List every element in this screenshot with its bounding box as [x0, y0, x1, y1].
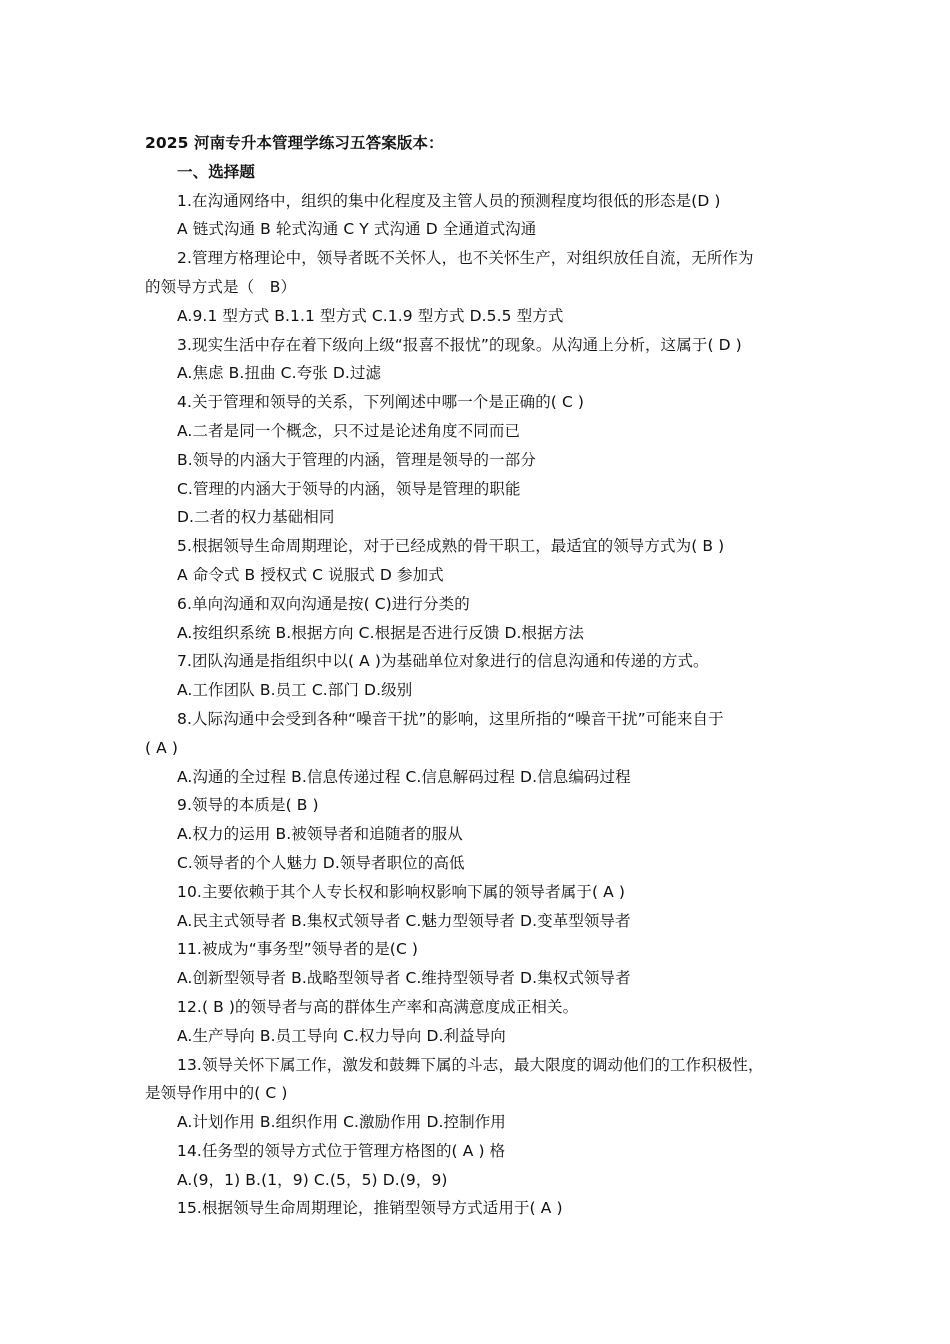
- text-line: 5.根据领导生命周期理论，对于已经成熟的骨干职工，最适宜的领导方式为( B ): [177, 537, 725, 556]
- text-line: 1.在沟通网络中，组织的集中化程度及主管人员的预测程度均很低的形态是(D ): [177, 191, 721, 210]
- text-line: A.(9，1) B.(1，9) C.(5，5) D.(9，9): [177, 1170, 448, 1189]
- text-line: 是领导作用中的( C ): [145, 1084, 288, 1103]
- text-line: A.焦虑 B.扭曲 C.夸张 D.过滤: [177, 364, 382, 383]
- text-line: C.领导者的个人魅力 D.领导者职位的高低: [177, 853, 465, 872]
- text-line: A.工作团队 B.员工 C.部门 D.级别: [177, 681, 413, 700]
- text-line: 11.被成为“事务型”领导者的是(C ): [177, 940, 419, 959]
- text-line: 4.关于管理和领导的关系，下列阐述中哪一个是正确的( C ): [177, 393, 585, 412]
- text-line: A.按组织系统 B.根据方向 C.根据是否进行反馈 D.根据方法: [177, 623, 584, 642]
- text-line: 8.人际沟通中会受到各种“噪音干扰”的影响，这里所指的“噪音干扰”可能来自于: [177, 709, 724, 728]
- text-line: 13.领导关怀下属工作，激发和鼓舞下属的斗志，最大限度的调动他们的工作积极性，: [177, 1055, 764, 1074]
- text-line: A.9.1 型方式 B.1.1 型方式 C.1.9 型方式 D.5.5 型方式: [177, 306, 564, 325]
- text-line: 12.( B )的领导者与高的群体生产率和高满意度成正相关。: [177, 997, 579, 1016]
- text-line: 6.单向沟通和双向沟通是按( C)进行分类的: [177, 594, 470, 613]
- text-line: A.民主式领导者 B.集权式领导者 C.魅力型领导者 D.变革型领导者: [177, 911, 631, 930]
- question-list: [145, 187, 805, 1224]
- text-line: 10.主要依赖于其个人专长权和影响权影响下属的领导者属于( A ): [177, 882, 626, 901]
- document-content: [145, 129, 805, 1223]
- text-line: A.生产导向 B.员工导向 C.权力导向 D.利益导向: [177, 1026, 506, 1045]
- text-line: 14.任务型的领导方式位于管理方格图的( A ) 格: [177, 1141, 506, 1160]
- text-line: 3.现实生活中存在着下级向上级“报喜不报忧”的现象。从沟通上分析，这属于( D ): [177, 335, 742, 354]
- text-line: ( A ): [145, 738, 179, 757]
- text-line: D.二者的权力基础相同: [177, 508, 335, 527]
- document-title: 2025 河南专升本管理学练习五答案版本：: [145, 134, 444, 152]
- text-line: C.管理的内涵大于领导的内涵，领导是管理的职能: [177, 479, 521, 498]
- text-line: 7.团队沟通是指组织中以( A )为基础单位对象进行的信息沟通和传递的方式。: [177, 652, 709, 671]
- text-line: 15.根据领导生命周期理论，推销型领导方式适用于( A ): [177, 1199, 563, 1218]
- text-line: A.沟通的全过程 B.信息传递过程 C.信息解码过程 D.信息编码过程: [177, 767, 631, 786]
- text-line: 的领导方式是（ B）: [145, 277, 297, 296]
- section-heading: 一、选择题: [177, 162, 256, 181]
- text-line: A.二者是同一个概念，只不过是论述角度不同而已: [177, 421, 521, 440]
- text-line: 2.管理方格理论中，领导者既不关怀人，也不关怀生产，对组织放任自流，无所作为: [177, 249, 754, 268]
- text-line: A 命令式 B 授权式 C 说服式 D 参加式: [177, 565, 444, 584]
- text-line: A.权力的运用 B.被领导者和追随者的服从: [177, 825, 463, 844]
- text-line: 9.领导的本质是( B ): [177, 796, 319, 815]
- text-line: B.领导的内涵大于管理的内涵，管理是领导的一部分: [177, 450, 536, 469]
- text-line: A.创新型领导者 B.战略型领导者 C.维持型领导者 D.集权式领导者: [177, 969, 631, 988]
- text-line: A.计划作用 B.组织作用 C.激励作用 D.控制作用: [177, 1113, 506, 1132]
- text-line: A 链式沟通 B 轮式沟通 C Y 式沟通 D 全通道式沟通: [177, 220, 537, 239]
